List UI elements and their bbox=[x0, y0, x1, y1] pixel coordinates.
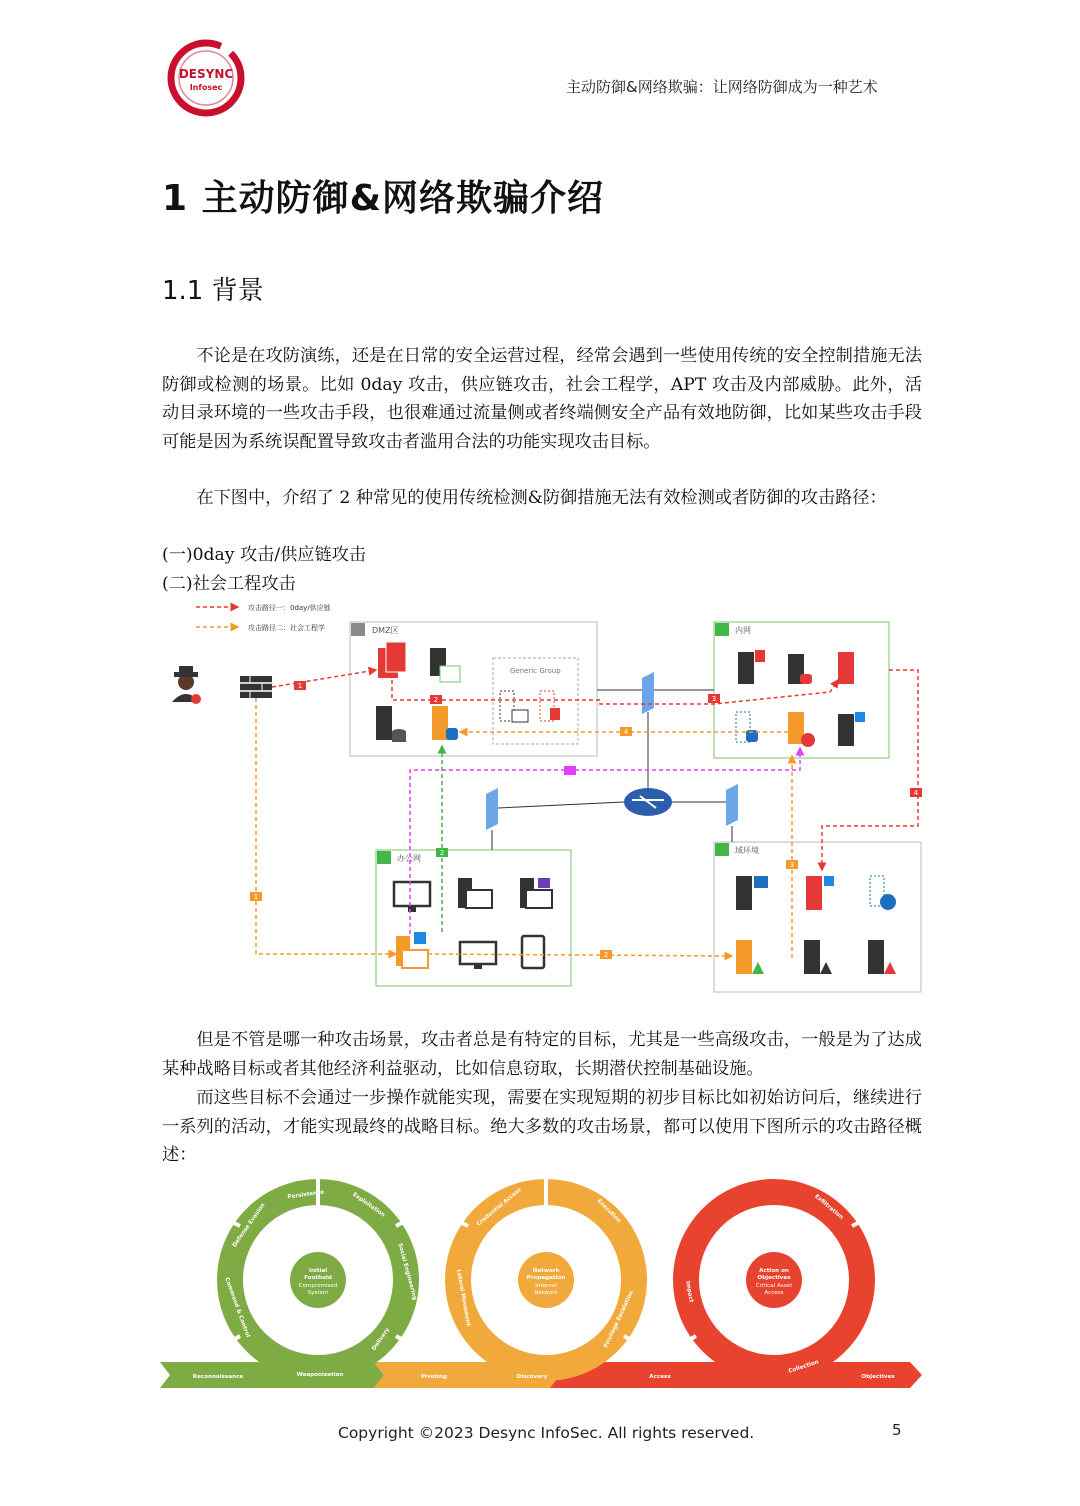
svg-text:Impact: Impact bbox=[684, 1280, 694, 1304]
firewall-icon bbox=[642, 672, 654, 714]
svg-text:Pivoting: Pivoting bbox=[420, 1374, 448, 1380]
database-server-icon bbox=[376, 706, 406, 742]
server-icon bbox=[430, 648, 460, 682]
desync-logo bbox=[166, 38, 246, 118]
subsection-heading: 1.1 背景 bbox=[162, 276, 264, 306]
step-badge: 2 bbox=[603, 951, 609, 959]
svg-text:Initial: Initial bbox=[308, 1268, 328, 1274]
step-badge: 1 bbox=[253, 893, 259, 901]
tablet-icon bbox=[522, 936, 544, 968]
svg-text:Propagation: Propagation bbox=[526, 1275, 566, 1281]
svg-text:Foothold: Foothold bbox=[304, 1275, 332, 1281]
svg-text:Execution: Execution bbox=[595, 1198, 622, 1225]
firewall-icon bbox=[726, 784, 738, 826]
windows-server-icon bbox=[838, 712, 865, 746]
step-badge: 4 bbox=[913, 789, 919, 797]
dev-workstation-icon bbox=[520, 878, 552, 908]
svg-text:Objectives: Objectives bbox=[861, 1374, 895, 1380]
server-icon bbox=[738, 650, 765, 684]
svg-text:Lateral Movement: Lateral Movement bbox=[455, 1269, 471, 1327]
desktop-icon bbox=[460, 942, 496, 969]
web-server-icon bbox=[870, 876, 896, 910]
svg-text:Social Engineering: Social Engineering bbox=[396, 1242, 418, 1301]
step-badge: 4 bbox=[623, 728, 629, 736]
database-server-icon bbox=[736, 712, 758, 742]
footer-copyright: Copyright ©2023 Desync InfoSec. All rights reserved. bbox=[338, 1424, 755, 1442]
svg-text:Discovery: Discovery bbox=[516, 1374, 548, 1380]
svg-text:Collection: Collection bbox=[787, 1359, 820, 1375]
svg-text:DMZ区: DMZ区 bbox=[372, 626, 399, 635]
domain-controller-icon bbox=[806, 876, 834, 910]
compromised-pc-icon bbox=[396, 932, 428, 968]
svg-text:System: System bbox=[307, 1290, 329, 1296]
svg-text:Action on: Action on bbox=[759, 1268, 789, 1274]
svg-text:Delivery: Delivery bbox=[371, 1327, 392, 1352]
paragraph-paths: 在下图中，介绍了 2 种常见的使用传统检测&防御措施无法有效检测或者防御的攻击路径： bbox=[196, 488, 887, 508]
list-item: (一)0day 攻击/供应链攻击 bbox=[162, 545, 367, 565]
server-icon bbox=[500, 691, 528, 722]
svg-text:Persistence: Persistence bbox=[287, 1189, 325, 1201]
legend-path2: 攻击路径二：社会工程学 bbox=[248, 624, 325, 632]
svg-text:Defense Evasion: Defense Evasion bbox=[231, 1202, 267, 1249]
server-icon bbox=[540, 691, 560, 721]
database-server-icon bbox=[432, 706, 458, 740]
svg-text:Internal: Internal bbox=[535, 1283, 557, 1289]
attacker-icon bbox=[172, 666, 201, 704]
svg-text:Critical Asset: Critical Asset bbox=[755, 1283, 793, 1289]
svg-text:内网: 内网 bbox=[735, 626, 751, 635]
desktop-icon bbox=[394, 882, 430, 912]
legend-path1: 攻击路径一：0day/供应链 bbox=[248, 604, 331, 612]
svg-text:域环境: 域环境 bbox=[735, 846, 759, 855]
svg-text:Generic Group: Generic Group bbox=[510, 667, 561, 675]
header-title: 主动防御&网络欺骗：让网络防御成为一种艺术 bbox=[566, 78, 878, 96]
section-heading: 1 主动防御&网络欺骗介绍 bbox=[162, 178, 604, 219]
paragraph-chain: 而这些目标不会通过一步操作就能实现，需要在实现短期的初步目标比如初始访问后，继续进行一系列的活动，才能实现最终的战略目标。绝大多数的攻击场景，都可以使用下图所示的攻击路径概述： bbox=[162, 1088, 922, 1166]
web-server-icon bbox=[788, 712, 815, 747]
workstation-icon bbox=[458, 878, 492, 908]
svg-text:Weaponization: Weaponization bbox=[296, 1372, 344, 1378]
svg-text:Compromised: Compromised bbox=[298, 1283, 338, 1289]
svg-text:Command & Control: Command & Control bbox=[223, 1276, 251, 1339]
exchange-server-icon bbox=[736, 876, 768, 910]
server-icon bbox=[868, 940, 896, 974]
database-server-icon bbox=[788, 654, 812, 684]
svg-text:Network: Network bbox=[532, 1268, 560, 1274]
router-icon bbox=[624, 788, 672, 816]
svg-text:办公网: 办公网 bbox=[397, 854, 421, 863]
svg-text:Network: Network bbox=[534, 1290, 558, 1296]
attack-lifecycle-diagram bbox=[160, 1172, 924, 1390]
svg-text:Credential Access: Credential Access bbox=[475, 1186, 523, 1228]
attack-path-list bbox=[162, 541, 366, 599]
step-badge: 1 bbox=[297, 682, 303, 690]
step-badge: 2 bbox=[433, 696, 439, 704]
paragraph-intro: 不论是在攻防演练，还是在日常的安全运营过程，经常会遇到一些使用传统的安全控制措施无法防御或检测的场景。比如 0day 攻击，供应链攻击，社会工程学，APT 攻击及内部威胁。此外，活动目录环境的一些攻击手段，也很难通过流量侧或者终端侧安全产品有效地防御，比如某些攻击手段可能是因为系统误配置导致攻击者滥用合法的功能实现攻击目标。 bbox=[162, 346, 922, 452]
svg-text:Access: Access bbox=[649, 1374, 671, 1380]
list-item: (二)社会工程攻击 bbox=[162, 574, 296, 594]
svg-text:Exfiltration: Exfiltration bbox=[813, 1193, 845, 1221]
server-icon bbox=[838, 652, 854, 684]
svg-text:DESYNC: DESYNC bbox=[178, 67, 234, 81]
server-icon bbox=[736, 940, 764, 974]
step-badge: 2 bbox=[439, 849, 445, 857]
server-icon bbox=[378, 642, 406, 678]
page-number: 5 bbox=[892, 1421, 902, 1439]
step-badge: 3 bbox=[789, 861, 795, 869]
svg-text:Objectives: Objectives bbox=[757, 1275, 791, 1281]
attack-path-diagram bbox=[160, 596, 924, 998]
server-icon bbox=[804, 940, 832, 974]
attack-path-2 bbox=[253, 698, 795, 958]
paragraph-targets: 但是不管是哪一种攻击场景，攻击者总是有特定的目标，尤其是一些高级攻击，一般是为了达成某种战略目标或者其他经济利益驱动，比如信息窃取，长期潜伏控制基础设施。 bbox=[162, 1030, 922, 1079]
firewall-icon bbox=[240, 676, 272, 698]
firewall-icon bbox=[486, 788, 498, 830]
step-badge: 3 bbox=[711, 695, 717, 703]
attack-path-1 bbox=[272, 670, 918, 870]
svg-text:Privilege Escalation: Privilege Escalation bbox=[603, 1290, 635, 1350]
svg-text:Access: Access bbox=[764, 1290, 784, 1296]
svg-text:Infosec: Infosec bbox=[189, 83, 223, 92]
svg-text:Reconnaissance: Reconnaissance bbox=[192, 1374, 244, 1380]
svg-text:Exploitation: Exploitation bbox=[351, 1191, 386, 1219]
